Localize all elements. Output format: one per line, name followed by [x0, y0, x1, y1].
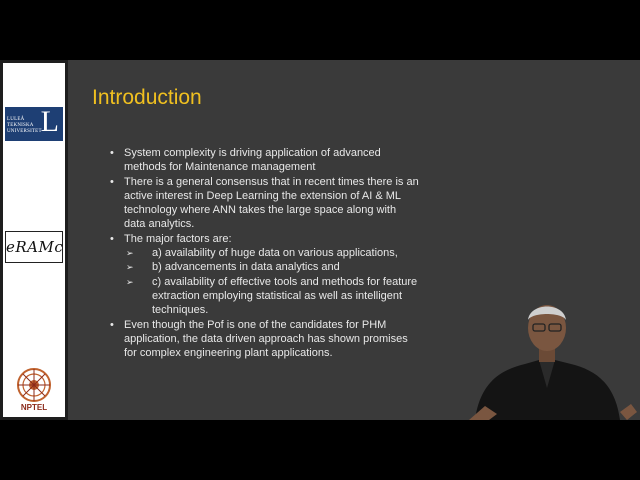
sub-bullet-text: c) availability of effective tools and methods for feature extraction employing statistical as well as intelligent techniques. — [152, 275, 418, 317]
sub-bullet-text: a) availability of huge data on various applications, — [152, 247, 398, 260]
ltu-logo — [5, 107, 63, 141]
ltu-logo-text — [7, 117, 42, 135]
nptel-logo-text: NPTEL — [20, 403, 48, 412]
bullet-icon: • — [110, 318, 114, 331]
bullet-item — [110, 232, 420, 246]
slide-content — [110, 146, 420, 360]
bullet-text: There is a general consensus that in recent times there is an active interest in Deep Learning the extension of AI & ML technology where ANN takes the large space along with data analytics. — [124, 175, 419, 231]
bullet-icon: • — [110, 147, 114, 159]
bullet-text: The major factors are: — [124, 232, 232, 245]
eramc-logo: eRAMc — [5, 231, 63, 263]
arrow-bullet-icon: ➢ — [126, 262, 134, 273]
arrow-bullet-icon: ➢ — [126, 248, 134, 259]
bullet-icon: • — [110, 232, 114, 245]
slide — [0, 60, 640, 420]
bullet-icon: • — [110, 175, 114, 188]
sub-bullet-text: b) advancements in data analytics and — [152, 261, 340, 274]
sub-bullet-item — [124, 260, 420, 274]
logo-sidebar — [0, 60, 68, 420]
ltu-logo-letter: L — [40, 105, 59, 138]
arrow-bullet-icon: ➢ — [126, 276, 134, 287]
ltu-line-1: LULEÅ — [7, 117, 25, 122]
bullet-item — [110, 318, 420, 361]
presenter-video — [455, 288, 640, 420]
ltu-line-3: UNIVERSITET — [7, 129, 42, 134]
slide-title: Introduction — [92, 86, 202, 109]
sub-bullet-item — [124, 275, 420, 318]
bullet-item — [110, 175, 420, 232]
bullet-text: System complexity is driving application of advanced methods for Maintenance management — [124, 147, 381, 174]
bullet-item — [110, 146, 420, 175]
sub-bullet-item — [124, 246, 420, 260]
logo-panel — [3, 63, 65, 417]
bullet-text: Even though the Pof is one of the candidates for PHM application, the data driven approach has shown promises for complex engineering plant applications. — [124, 318, 408, 360]
ltu-line-2: TEKNISKA — [7, 123, 34, 128]
